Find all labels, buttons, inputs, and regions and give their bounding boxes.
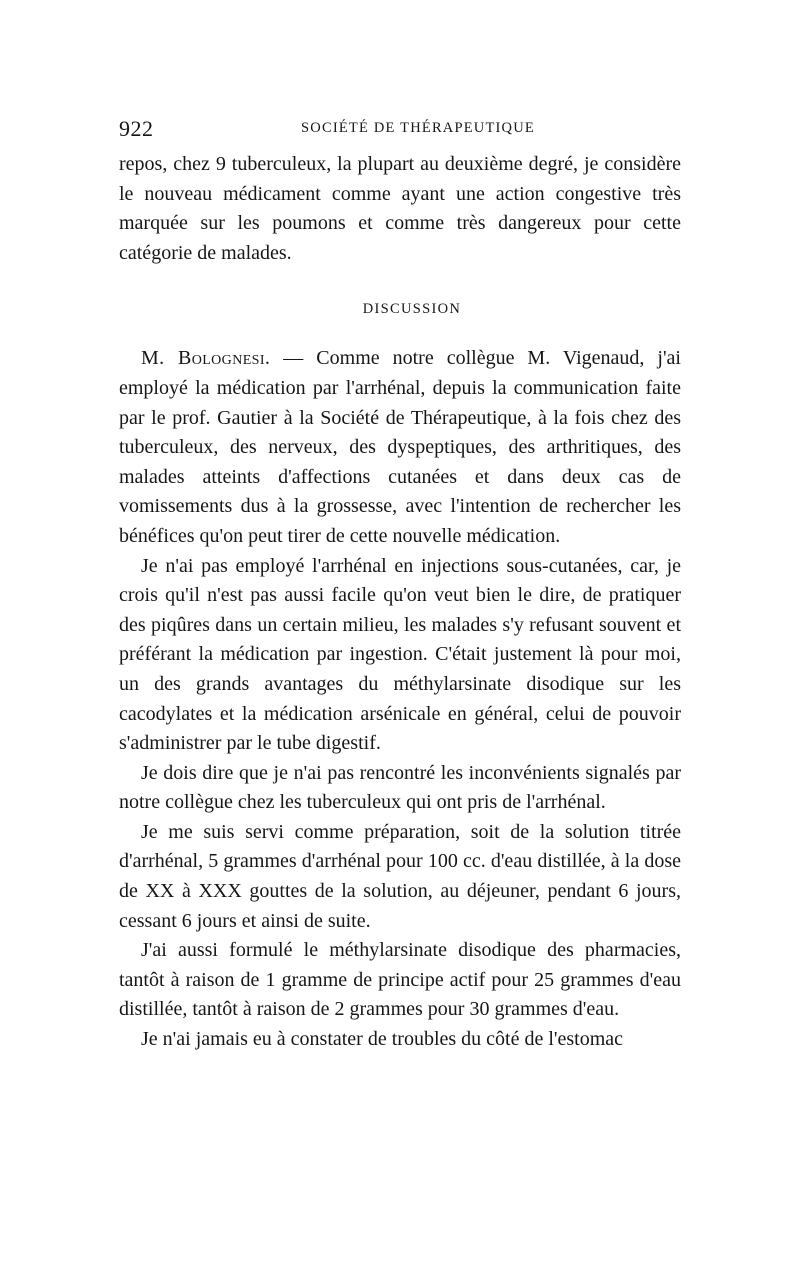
paragraph-speaker bbox=[119, 344, 681, 551]
paragraph: Je n'ai jamais eu à constater de troubles du côté de l'estomac bbox=[141, 1028, 624, 1051]
paragraph: J'ai aussi formulé le méthylarsinate disodique des pharmacies, tantôt à raison de 1 gramme de principe actif pour 25 grammes d'eau distillée, tantôt à raison de 2 grammes pour 30 grammes d'eau. bbox=[119, 939, 681, 1021]
speaker-text: — Comme notre collègue M. Vigenaud, j'ai employé la médication par l'arrhénal, depuis la communication faite par le prof. Gautier à la Société de Thérapeutique, à la fois chez des tuberculeux, des nerveux, des dyspeptiques, des arthritiques, des malades atteints d'affections cutanées et dans deux cas de vomissements dus à la grossesse, avec l'intention de rechercher les bénéfices qu'on peut tirer de cette nouvelle médication. bbox=[119, 347, 681, 547]
page-header bbox=[119, 116, 681, 140]
body-text bbox=[119, 150, 681, 1055]
page-number: 922 bbox=[119, 116, 154, 141]
paragraph-continuation: repos, chez 9 tuberculeux, la plupart au deuxième degré, je considère le nouveau médicament comme ayant une action congestive très marquée sur les poumons et comme très dangereux pour cette catégorie de malades. bbox=[119, 153, 681, 264]
paragraph: Je n'ai pas employé l'arrhénal en injections sous-cutanées, car, je crois qu'il n'est pas aussi facile qu'on veut bien le dire, de pratiquer des piqûres dans un certain milieu, les malades s'y refusant souvent et préférant la médication par ingestion. C'était justement là pour moi, un des grands avantages du méthylarsinate disodique sur les cacodylates et la médication arsénicale en général, celui de pouvoir s'administrer par le tube digestif. bbox=[119, 554, 681, 755]
paragraph: Je dois dire que je n'ai pas rencontré les inconvénients signalés par notre collègue chez les tuberculeux qui ont pris de l'arrhénal. bbox=[119, 761, 681, 814]
speaker-name: M. Bolognesi. bbox=[141, 347, 271, 370]
section-heading: DISCUSSION bbox=[362, 301, 462, 318]
running-title: SOCIÉTÉ DE THÉRAPEUTIQUE bbox=[301, 120, 535, 136]
paragraph: Je me suis servi comme préparation, soit de la solution titrée d'arrhénal, 5 grammes d'arrhénal pour 100 cc. d'eau distillée, à la dose de XX à XXX gouttes de la solution, au déjeuner, pendant 6 jours, cessant 6 jours et ainsi de suite. bbox=[119, 820, 681, 932]
